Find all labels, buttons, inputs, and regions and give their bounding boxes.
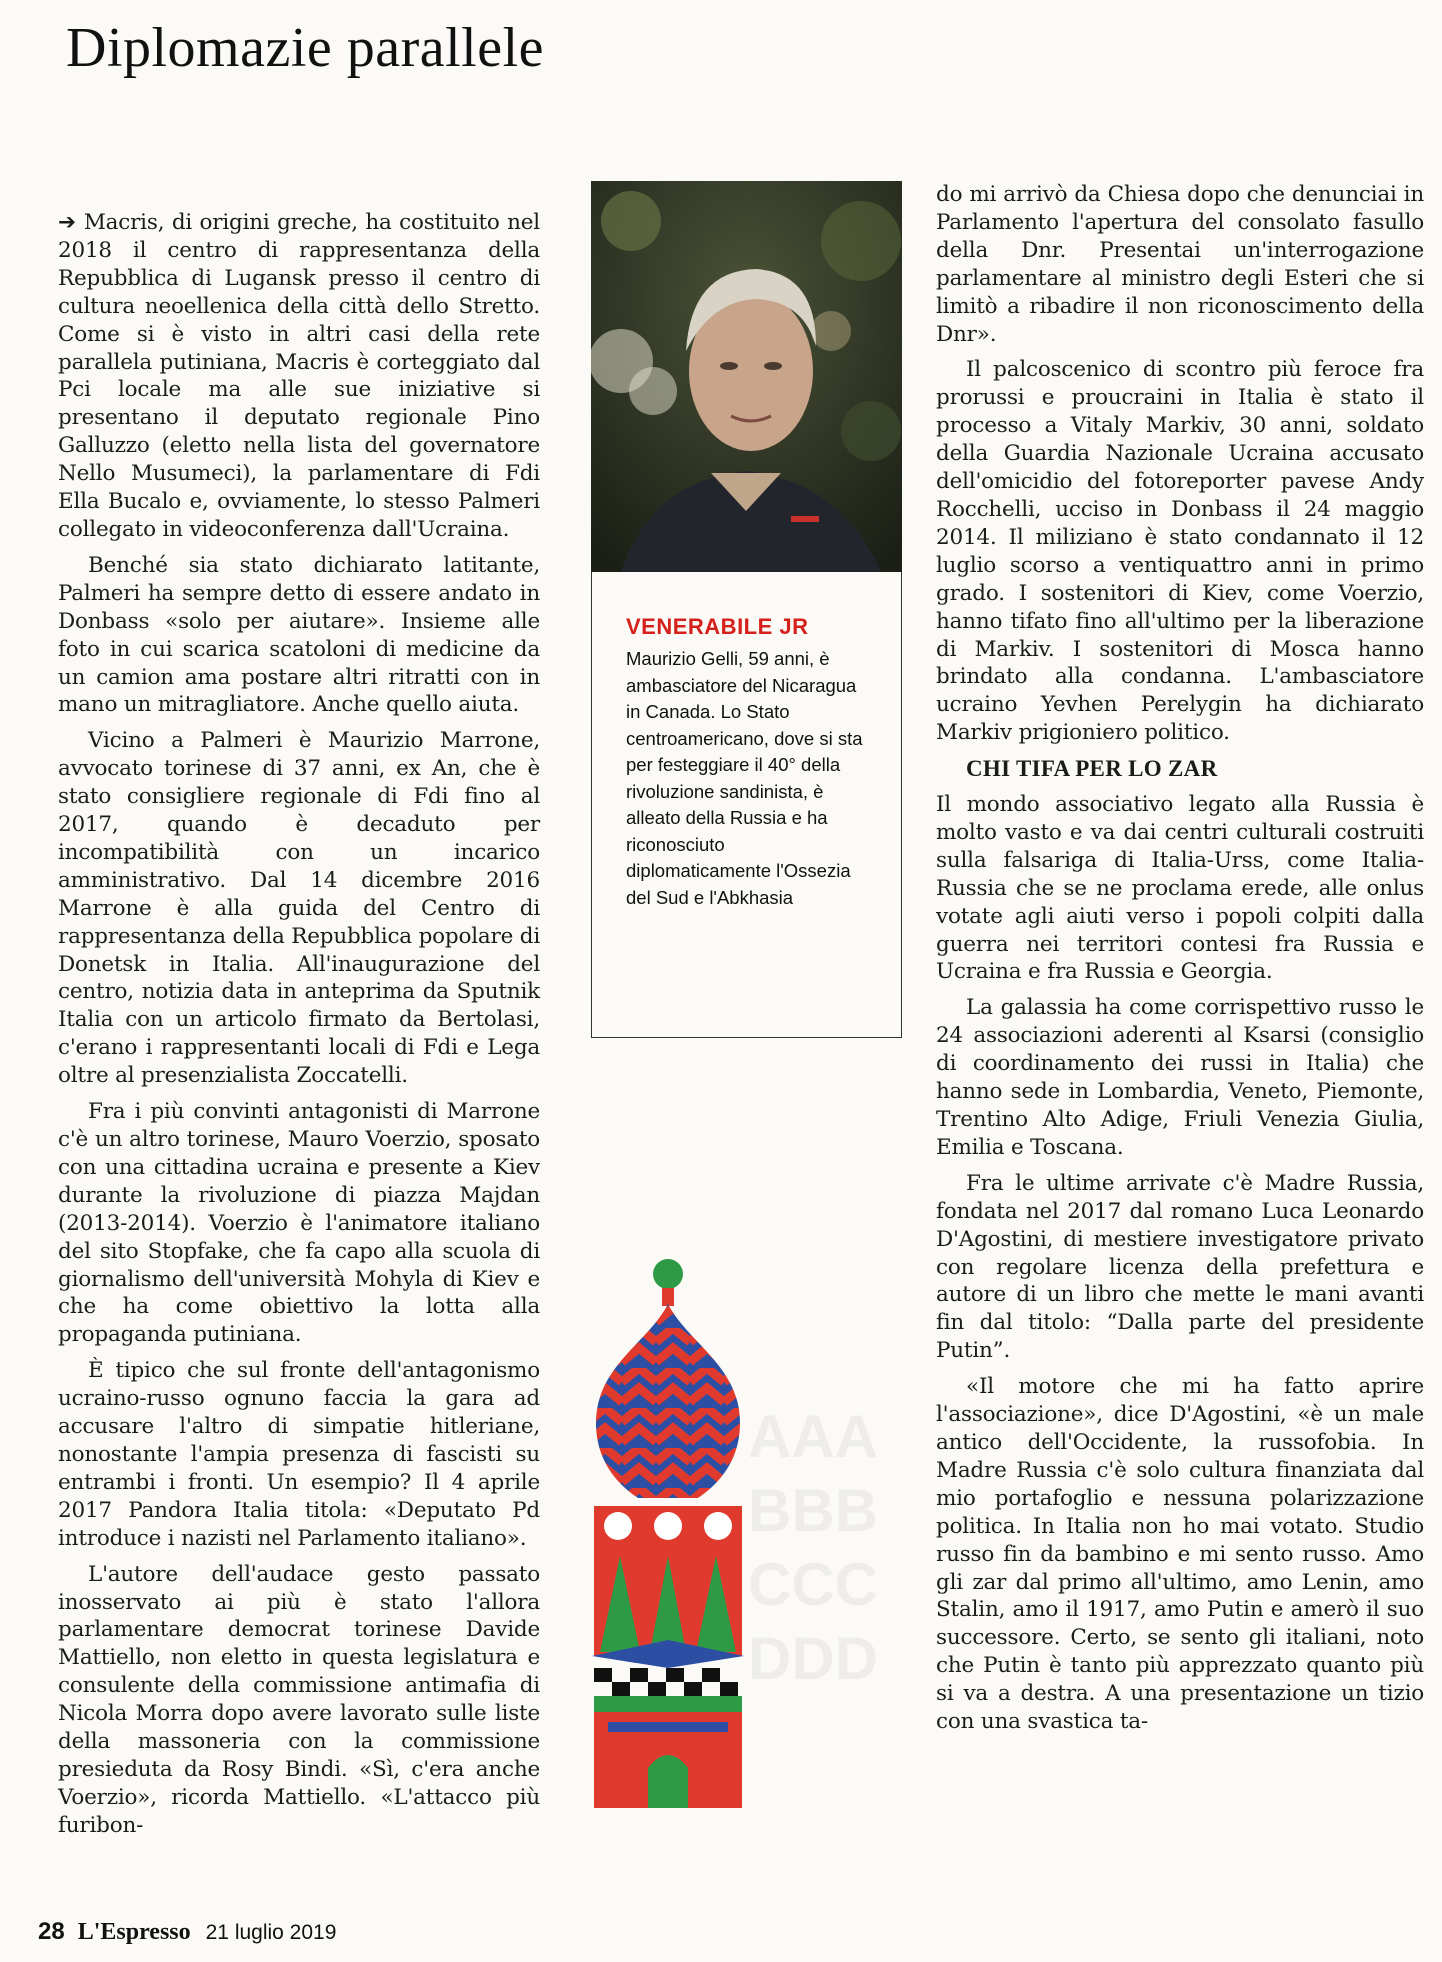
bleed-through-texture: AAA BBB CCC DDD [748,1403,878,1692]
portrait-photo [591,181,902,572]
paragraph: Il palcoscenico di scontro più feroce fra prorussi e proucraini in Italia è stato il processo a Vitaly Markiv, 30 anni, soldato della Guardia Nazionale Ucraina accusato dell'omicidio del fotoreporter pavese Andy Rocchelli, ucciso in Donbass il 24 maggio 2014. Il miliziano è stato condannato il 12 luglio scorso a ventiquattro anni in primo grado. I sostenitori di Kiev, come Voerzio, hanno tifato fino all'ultimo per la liberazione di Markiv. I sostenitori di Mosca hanno brindato alla condanna. L'ambasciatore ucraino Yevhen Perelygin ha dichiarato Markiv prigioniero politico. [936,357,1424,746]
paragraph: La galassia ha come corrispettivo russo le 24 associazioni aderenti al Ksarsi (consiglio di coordinamento dei russi in Italia) che hanno sede in Lombardia, Veneto, Piemonte, Trentino Alto Adige, Friuli Venezia Giulia, Emilia e Toscana. [936,995,1424,1160]
caption-title: VENERABILE JR [626,614,809,639]
paragraph [58,209,540,544]
section-subheading: CHI TIFA PER LO ZAR [966,756,1218,782]
paragraph: L'autore dell'audace gesto passato inosservato ai più è stato l'allora parlamentare democrat torinese Davide Mattiello, non eletto in questa legislatura e consulente della commissione antimafia di Nicola Morra dopo avere lavorato sulle liste della massoneria con la commissione presieduta da Rosy Bindi. «Sì, c'era anche Voerzio», ricorda Mattiello. «L'attacco più furibon- [58,1561,540,1838]
headline: Diplomazie parallele [66,17,544,79]
paragraph: È tipico che sul fronte dell'antagonismo ucraino-russo ognuno faccia la gara ad accusare l'altro di simpatie hitleriane, nonostante l'ampia presenza di fascisti su entrambi i fronti. Un esempio? Il 4 aprile 2017 Pandora Italia titola: «Deputato Pd introduce i nazisti nel Parlamento italiano». [58,1358,540,1551]
paragraph: Benché sia stato dichiarato latitante, Palmeri ha sempre detto di essere andato in Donbass «solo per aiutare». Insieme alle foto in cui scarica scatoloni di medicine da un camion ama postare altri ritratti con in mano un mitragliatore. Anche quello aiuta. [58,552,540,718]
left-column [58,209,540,1848]
magazine-name: L'Espresso [77,1919,191,1945]
right-arrow-icon: ➔ [58,210,76,235]
paragraph: Fra i più convinti antagonisti di Marrone c'è un altro torinese, Mauro Voerzio, sposato con una cittadina ucraina e presente a Kiev durante la rivoluzione di piazza Majdan (2013-2014). Voerzio è l'animatore italiano del sito Stopfake, che fa capo alla scuola di giornalismo dell'università Mohyla di Kiev e che ha come obiettivo la lotta alla propaganda putiniana. [58,1099,540,1348]
page-number: 28 [38,1918,65,1945]
onion-dome-illustration [588,1248,748,1808]
caption-text: Maurizio Gelli, 59 anni, è ambasciatore del Nicaragua in Canada. Lo Stato centroamericano, dove si sta per festeggiare il 40° della rivoluzione sandinista, è alleato della Russia e ha riconosciuto diplomaticamente l'Ossezia del Sud e l'Abkhasia [626,648,863,908]
finial-ball [653,1259,683,1289]
paragraph: «Il motore che mi ha fatto aprire l'associazione», dice D'Agostini, «è un male antico dell'Occidente, la russofobia. In Madre Russia c'è solo cultura finanziata dal mio portafoglio e nessuna polarizzazione politica. In Italia non ho mai votato. Studio russo fin da bambino e mi sento russo. Amo gli zar dal primo all'ultimo, amo Lenin, amo Stalin, amo il 1917, amo Putin e amerò il suo successore. Certo, se sento gli italiani, noto che Putin è tanto più apprezzato quanto più si va a destra. A una presentazione un tizio con una svastica ta- [936,1374,1424,1735]
page-footer [38,1918,336,1946]
portrait-illustration [591,181,902,572]
paragraph: do mi arrivò da Chiesa dopo che denunciai in Parlamento l'apertura del consolato fasullo della Dnr. Presentai un'interrogazione parlamentare al ministro degli Esteri che si limitò a ribadire il non riconoscimento della Dnr». [936,182,1424,347]
photo-caption-box [591,572,902,1038]
paragraph-text: Macris, di origini greche, ha costituito nel 2018 il centro di rappresentanza della Repubblica di Lugansk presso il centro di cultura neoellenica della città dello Stretto. Come si è visto in altri casi della rete parallela putiniana, Macris è corteggiato dal Pci locale ma alle sue iniziative si presentano il deputato regionale Pino Galluzzo (eletto nella lista del governatore Nello Musumeci), la parlamentare di Fdi Ella Bucalo e, ovviamente, lo stesso Palmeri collegato in videoconferenza dall'Ucraina. [58,210,540,542]
issue-date: 21 luglio 2019 [205,1921,337,1944]
right-column [936,181,1424,1744]
paragraph: Fra le ultime arrivate c'è Madre Russia, fondata nel 2017 dal romano Luca Leonardo D'Agostini, di mestiere investigatore privato con regolare licenza della prefettura e autore di un libro che mette le mani avanti fin dal titolo: “Dalla parte del presidente Putin”. [936,1170,1424,1364]
checker-band [594,1668,738,1696]
paragraph: Il mondo associativo legato alla Russia è molto vasto e va dai centri culturali costruiti sulla falsariga di Italia-Urss, come Italia-Russia che se ne proclama erede, alle onlus votate agli aiuti verso i popoli colpiti dalla guerra nei territori contesi fra Russia e Ucraina e fra Russia e Georgia. [936,792,1424,985]
paragraph: Vicino a Palmeri è Maurizio Marrone, avvocato torinese di 37 anni, ex An, che è stato consigliere regionale di Fdi fino al 2017, quando è decaduto per incompatibilità con un incarico amministrativo. Dal 14 dicembre 2016 Marrone è alla guida del Centro di rappresentanza della Repubblica popolare di Donetsk in Italia. All'inaugurazione del centro, notizia data in anteprima da Sputnik Italia con un articolo firmato da Bertolasi, c'erano i rappresentanti locali di Fdi e Lega oltre al presenzialista Zoccatelli. [58,728,540,1089]
